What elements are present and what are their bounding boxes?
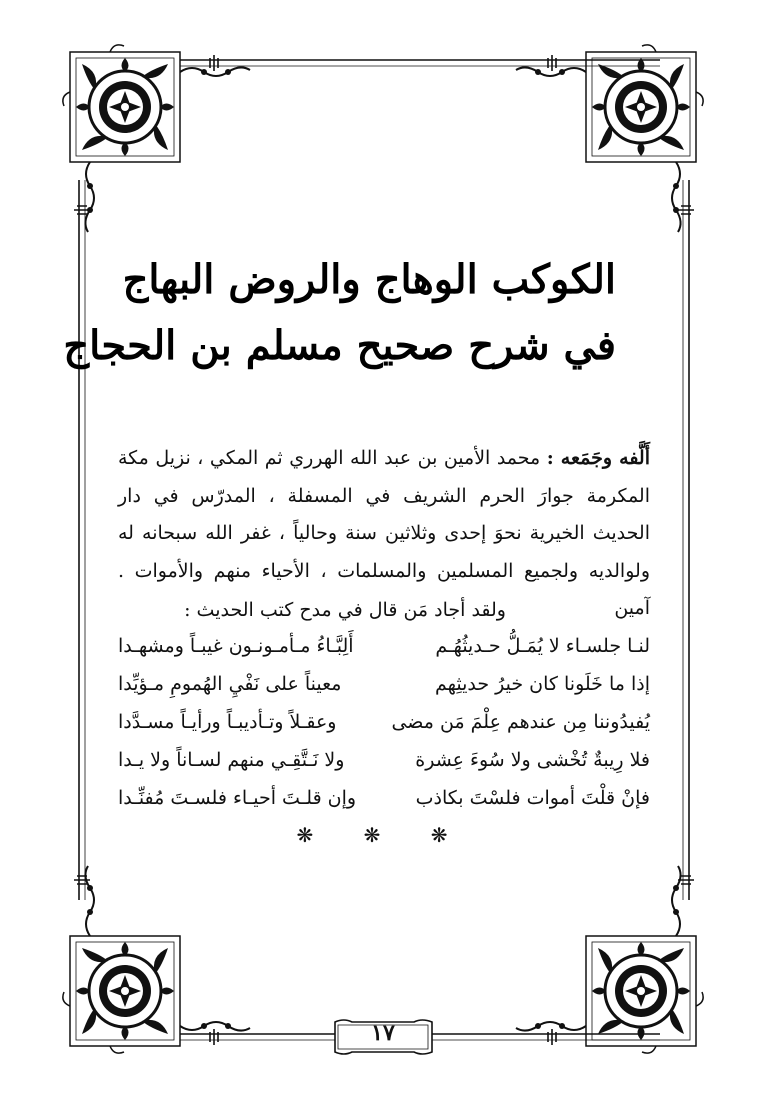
section-separator-stars: ❋ ❋ ❋ [296,823,470,847]
verse-second-hemistich: أَلِبَّـاءُ مـأمـونـون غيبـاً ومشهـدا [118,635,354,657]
verse-second-hemistich: وإن قلـتَ أحيـاء فلسـتَ مُفنِّـدا [118,787,357,809]
verse-first-hemistich: لنـا جلسـاء لا يُمَـلُّ حـديثُهُـم [435,635,650,657]
verse-line [118,780,650,816]
author-intro-text: محمد الأمين بن عبد الله الهرري ثم المكي ، نزيل مكة المكرمة جوارَ الحرم الشريف في المسفلة ، المدرّس في دار الحديث الخيرية نحوَ إحدى وثلاثين سنة وحالياً ، غفر الله سبحانه له ولوالديه ولجميع المسلمين والمسلمات ، الأحياء منهم والأموات . آمين [118,447,650,619]
verse-line [118,704,650,740]
corner-ornament-bottom-left [63,866,250,1053]
corner-ornament-bottom-right [516,866,703,1053]
poetry-intro-line: ولقد أجاد مَن قال في مدح كتب الحديث : [184,599,506,621]
corner-ornament-top-left [63,45,250,232]
verse-line [118,742,650,778]
book-title-line-2: في شرح صحيح مسلم بن الحجاج [63,322,616,369]
book-title-line-1: الكوكب الوهاج والروض البهاج [122,256,616,303]
verse-line [118,666,650,702]
verse-first-hemistich: يُفيدُوننا مِن عندهم عِلْمَ مَن مضى [391,711,650,733]
page-number: ١٧ [371,1020,395,1046]
verse-second-hemistich: معيناً على نَفْيِ الهُمومِ مـؤيِّدا [118,673,342,695]
verse-first-hemistich: إذا ما خَلَونا كان خيرُ حديثِهم [434,673,650,695]
author-label: أَلَّفه وجَمَعه : [546,447,650,469]
verse-first-hemistich: فلا رِيبةٌ تُخْشى ولا سُوءَ عِشرة [415,749,650,771]
corner-ornament-top-right [516,45,703,232]
verse-second-hemistich: وعقـلاً وتـأديبـاً ورأيـاً مسـدَّدا [118,711,337,733]
verse-line [118,628,650,664]
verse-second-hemistich: ولا نَـتَّقِـي منهم لسـاناً ولا يـدا [118,749,345,771]
verse-first-hemistich: فإنْ قلْتَ أموات فلسْتَ بكاذب [415,787,650,809]
